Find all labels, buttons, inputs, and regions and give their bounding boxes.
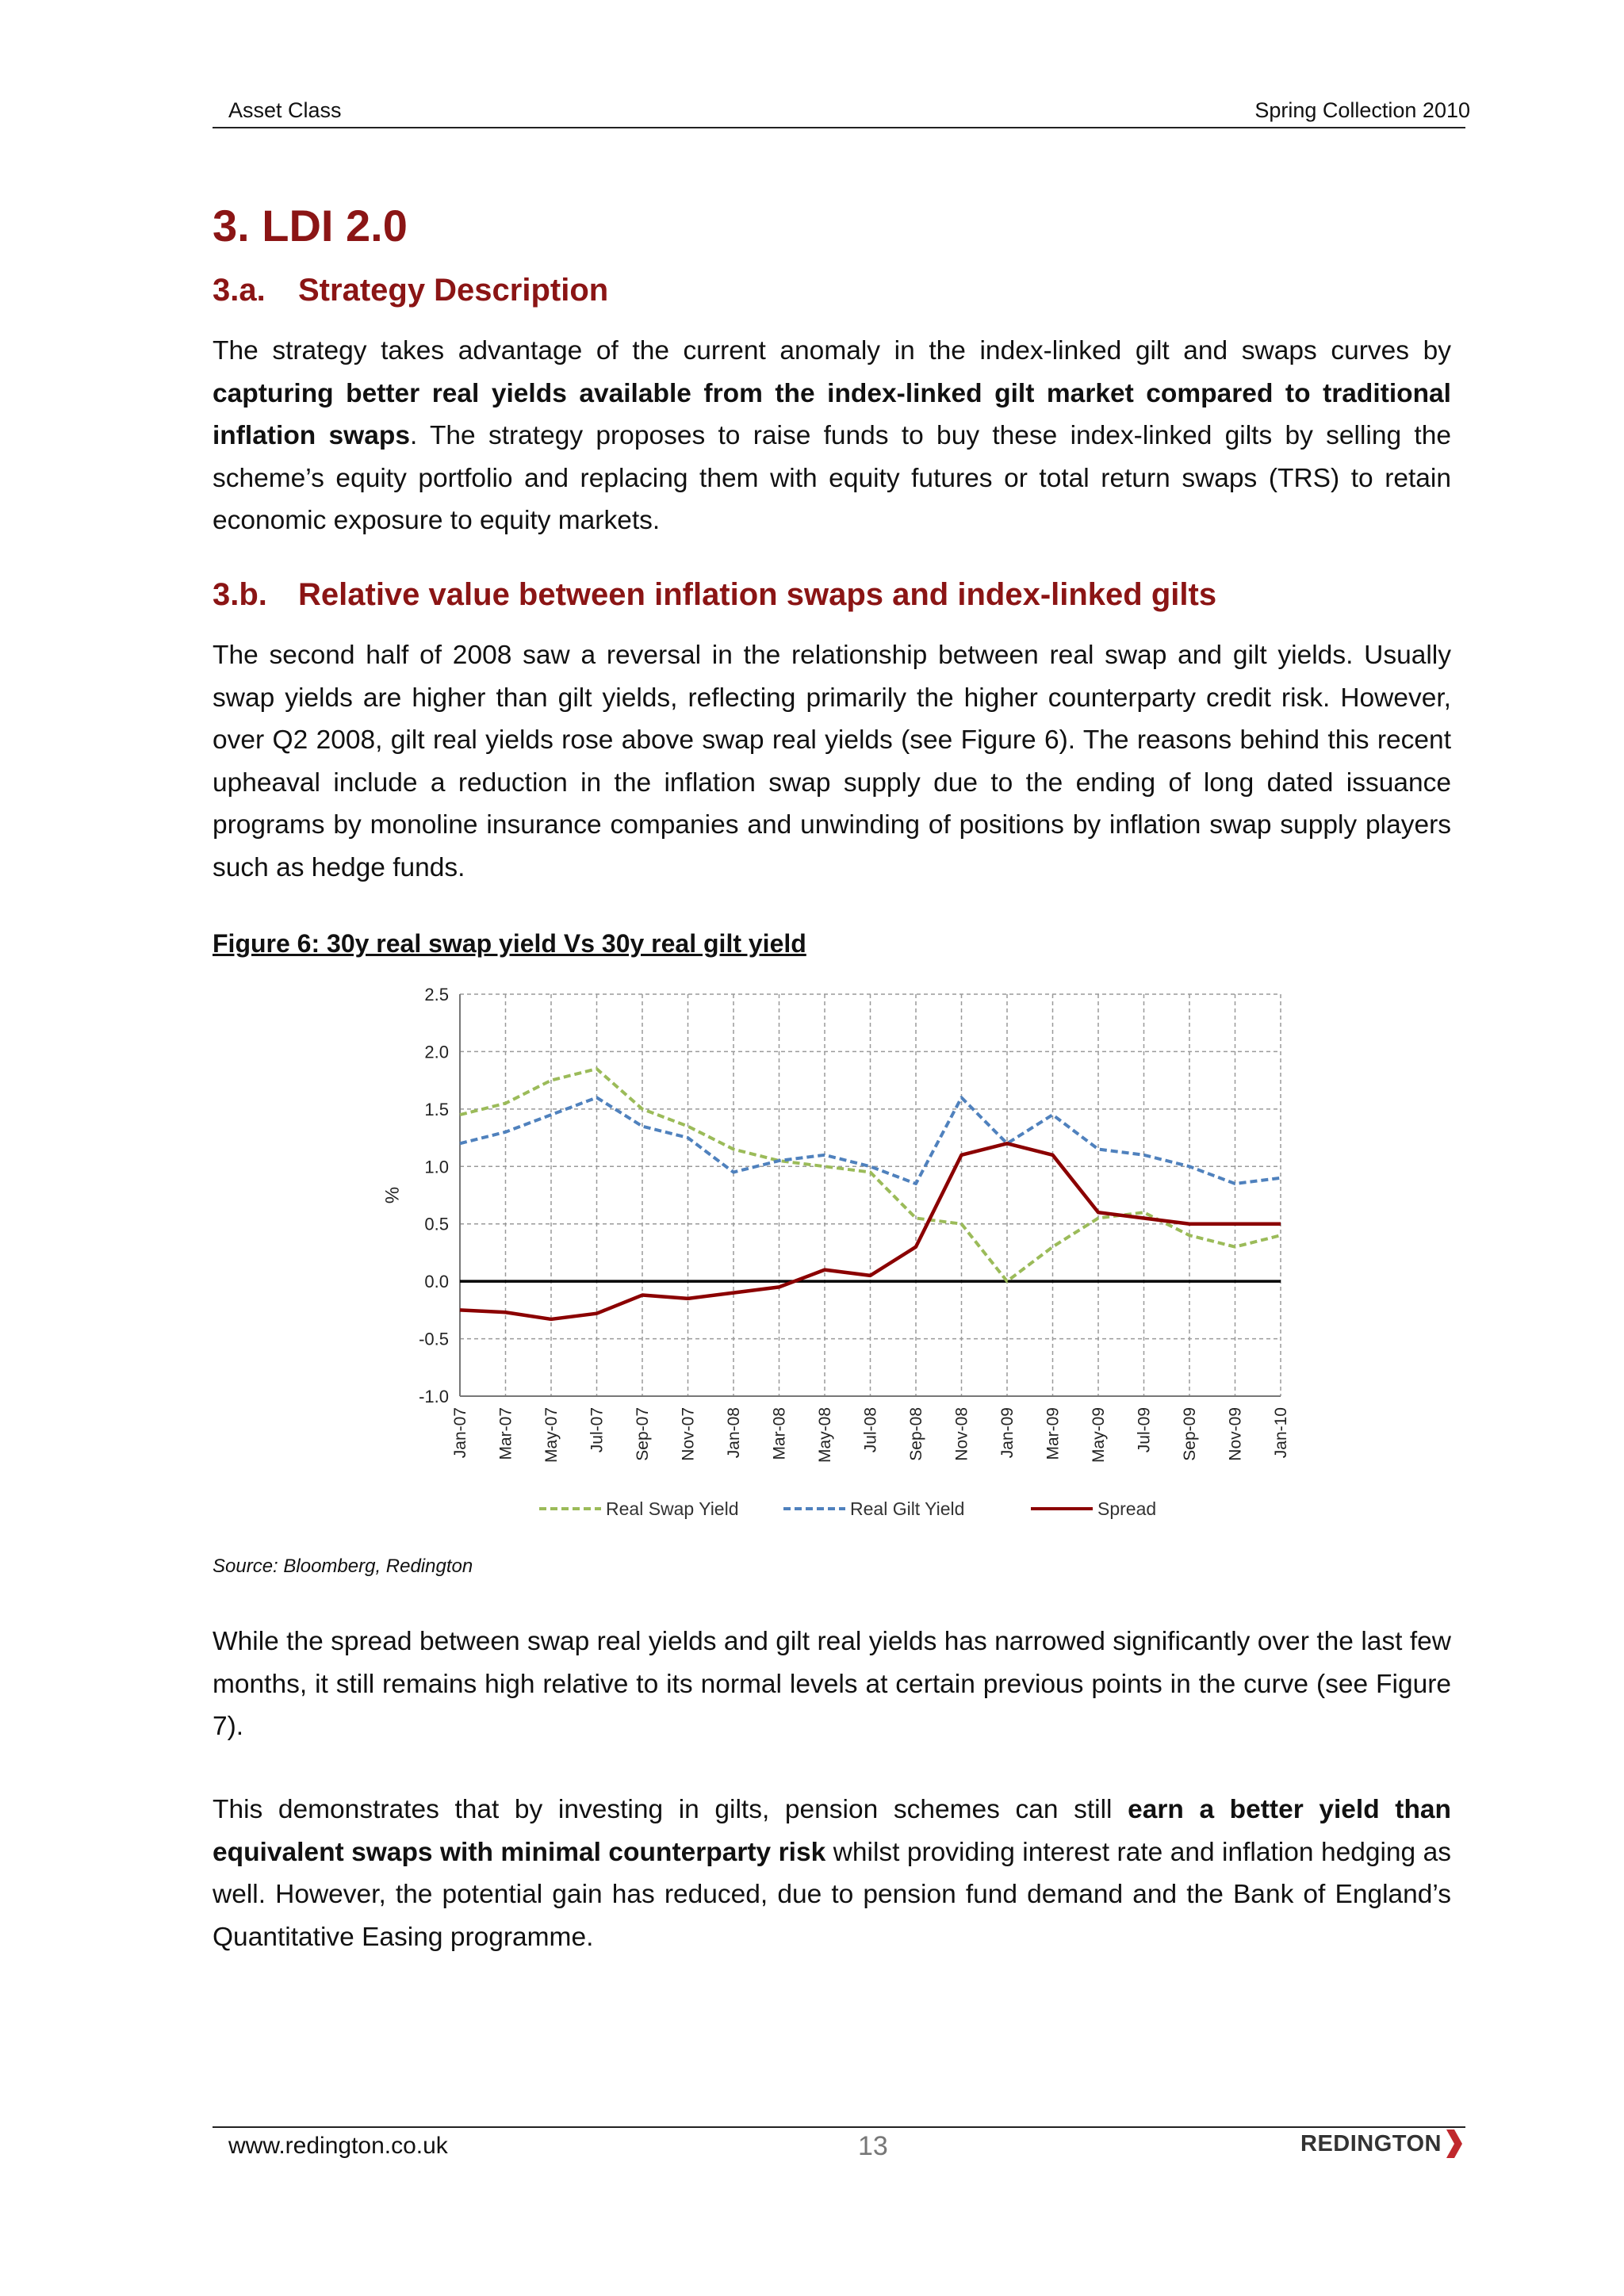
x-tick-label: Sep-08 [907, 1407, 925, 1461]
para-text: . The strategy proposes to raise funds to buy these index-linked gilts by selling the scheme’s equity portfolio and replacing them with equity futures or total return swaps (TRS) to retain economic exposure to equity markets. [213, 421, 1451, 535]
x-tick-label: Jan-09 [998, 1407, 1017, 1459]
legend-label: Spread [1097, 1498, 1157, 1519]
y-tick-label: 0.0 [424, 1272, 449, 1292]
redington-logo [1300, 2128, 1464, 2160]
x-tick-label: Jul-08 [861, 1407, 880, 1453]
x-tick-label: Nov-07 [679, 1407, 698, 1461]
figure-title: Figure 6: 30y real swap yield Vs 30y real gilt yield [213, 929, 806, 958]
x-tick-label: Mar-08 [770, 1407, 789, 1460]
subsection-number-b: 3.b. [213, 577, 267, 612]
conclusion-paragraph [213, 1789, 1451, 1958]
spread-paragraph: While the spread between swap real yields and gilt real yields has narrowed significantly over the last few months, it still remains high relative to its normal levels at certain previous points in the curve (see Figure 7). [213, 1627, 1451, 1741]
figure-source: Source: Bloomberg, Redington [213, 1556, 473, 1577]
y-tick-label: 2.5 [424, 985, 449, 1004]
section-title: 3. LDI 2.0 [213, 201, 408, 251]
subsection-title-b: Relative value between inflation swaps and index-linked gilts [298, 577, 1217, 612]
header-right: Spring Collection 2010 [1254, 98, 1470, 122]
x-tick-label: May-08 [816, 1407, 834, 1464]
y-tick-label: -1.0 [419, 1387, 449, 1406]
x-tick-label: Jul-09 [1135, 1407, 1154, 1453]
header-left: Asset Class [228, 98, 342, 122]
subsection-heading-a [213, 273, 608, 308]
chart-grid [460, 994, 1281, 1396]
x-tick-labels [451, 1407, 1290, 1463]
x-tick-label: Jul-07 [588, 1407, 607, 1453]
x-tick-label: Sep-07 [634, 1407, 652, 1461]
para-text: whilst providing interest rate and inflation hedging as well. However, the potential gain has reduced, due to pension fund demand and the Bank of England’s Quantitative Easing programme. [213, 1837, 1451, 1952]
strategy-description-paragraph [213, 330, 1451, 542]
y-tick-label: 2.0 [424, 1042, 449, 1062]
x-tick-label: Nov-08 [952, 1407, 971, 1461]
x-tick-label: Jan-10 [1272, 1407, 1290, 1459]
chart-legend [539, 1498, 1156, 1519]
logo-text: REDINGTON [1300, 2130, 1442, 2156]
x-tick-label: May-07 [542, 1407, 561, 1464]
relative-value-paragraph: The second half of 2008 saw a reversal in the relationship between real swap and gilt yields. Usually swap yields are higher than gilt yields, reflecting primarily the higher counterparty credit risk. However, over Q2 2008, gilt real yields rose above swap real yields (see Figure 6). The reasons behind this recent upheaval include a reduction in the inflation swap supply due to the ending of long dated issuance programs by monoline insurance companies and unwinding of positions by inflation swap supply players such as hedge funds. [213, 641, 1451, 882]
chart-axes [381, 994, 1281, 1396]
chevron-right-icon [1445, 2128, 1464, 2160]
x-tick-label: Mar-09 [1044, 1407, 1063, 1460]
footer-rule [213, 2126, 1465, 2128]
y-tick-label: 1.0 [424, 1157, 449, 1177]
subsection-title-a: Strategy Description [298, 273, 609, 308]
legend-label: Real Swap Yield [606, 1498, 739, 1519]
x-tick-label: Sep-09 [1181, 1407, 1199, 1461]
x-tick-label: Jan-08 [725, 1407, 743, 1459]
x-tick-label: Jan-07 [451, 1407, 469, 1459]
footer-url[interactable]: www.redington.co.uk [228, 2133, 448, 2159]
header-rule [213, 127, 1465, 128]
para-text: This demonstrates that by investing in gilts, pension schemes can still [213, 1795, 1128, 1824]
x-tick-label: Nov-09 [1226, 1407, 1245, 1461]
y-tick-labels [419, 985, 449, 1406]
yield-chart [349, 974, 1316, 1552]
para-text: The strategy takes advantage of the current anomaly in the index-linked gilt and swaps curves by [213, 336, 1451, 365]
subsection-heading-b [213, 577, 1216, 613]
legend-label: Real Gilt Yield [850, 1498, 965, 1519]
y-tick-label: 0.5 [424, 1214, 449, 1234]
x-tick-label: May-09 [1090, 1407, 1108, 1464]
y-tick-label: 1.5 [424, 1099, 449, 1119]
para-bold-text: earn a better yield than equivalent swaps with minimal counterparty risk [213, 1795, 1451, 1867]
y-tick-label: -0.5 [419, 1329, 449, 1349]
para-bold-text: capturing better real yields available from the index-linked gilt market compared to traditional inflation swaps [213, 378, 1451, 450]
subsection-number-a: 3.a. [213, 273, 266, 308]
page-number: 13 [858, 2131, 888, 2161]
y-axis-label: % [381, 1186, 402, 1204]
x-tick-label: Mar-07 [496, 1407, 515, 1460]
